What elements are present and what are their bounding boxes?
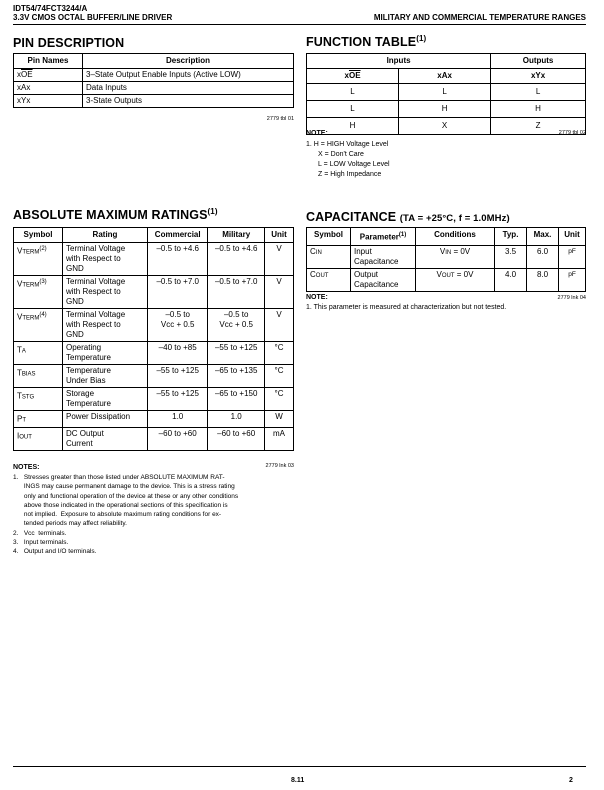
doc-description: 3.3V CMOS OCTAL BUFFER/LINE DRIVER — [13, 13, 173, 22]
cap-unit-header: Unit — [559, 228, 586, 246]
parameter-line: Capacitance — [354, 279, 399, 289]
unit-cell: °C — [265, 388, 294, 411]
symbol-letter: I — [17, 431, 20, 441]
table-cell: L — [491, 84, 586, 101]
unit-cell: °C — [265, 365, 294, 388]
symbol-cell — [14, 342, 63, 365]
table-row — [14, 411, 294, 428]
table-row — [14, 243, 294, 276]
xyx-col-header: xYx — [491, 69, 586, 84]
rating-cell — [63, 342, 148, 365]
symbol-note-ref: (2) — [39, 246, 47, 252]
pin-name-cell: xAx — [14, 82, 83, 95]
rating-line: GND — [66, 297, 84, 306]
unit-cell: V — [265, 309, 294, 342]
footer-rule — [13, 766, 586, 767]
symbol-subscript: TERM — [22, 315, 40, 322]
cap-condition-cell — [416, 245, 495, 268]
military-line: Vcc + 0.5 — [219, 320, 253, 329]
table-cell: H — [491, 101, 586, 118]
unit-cell: °C — [265, 342, 294, 365]
rating-line: Operating — [66, 343, 102, 352]
table-row — [307, 101, 586, 118]
oe-col-header: $x\overline{OE}$ — [307, 69, 399, 84]
commercial-header: Commercial — [148, 228, 208, 243]
commercial-cell — [148, 276, 208, 309]
symbol-subscript: TERM — [22, 282, 40, 289]
rating-line: DC Output — [66, 428, 104, 438]
commercial-cell — [148, 365, 208, 388]
function-note-2: X = Don't Care — [318, 151, 364, 158]
rating-line: Temperature — [66, 399, 111, 408]
cap-note-1: 1. This parameter is measured at characterization but not tested. — [306, 304, 507, 311]
pin-desc-cell: 3-State Outputs — [83, 95, 294, 108]
description-header: Description — [83, 54, 294, 69]
pin-desc-cell: Data Inputs — [83, 82, 294, 95]
table-cell: L — [307, 101, 399, 118]
function-note-label: NOTE: — [306, 130, 328, 137]
symbol-letter: T — [17, 368, 22, 378]
function-note-1: 1. H = HIGH Voltage Level — [306, 141, 389, 148]
cap-symbol-header: Symbol — [307, 228, 351, 246]
symbol-cell — [14, 427, 63, 450]
cap-max-cell: 8.0 — [527, 268, 559, 291]
outputs-group-header: Outputs — [491, 54, 586, 69]
commercial-cell — [148, 388, 208, 411]
military-cell — [208, 427, 265, 450]
function-table — [306, 53, 586, 135]
cap-table-ref: 2779 lnk 04 — [557, 295, 586, 301]
rating-line: Under Bias — [66, 376, 106, 385]
symbol-subscript: OUT — [315, 272, 329, 279]
symbol-subscript: BIAS — [21, 371, 36, 378]
rating-line: Terminal Voltage — [66, 244, 126, 253]
pin-table-ref: 2779 tbl 01 — [266, 116, 294, 122]
rating-cell — [63, 427, 148, 450]
rating-line: Storage — [66, 389, 95, 398]
cap-max-cell: 6.0 — [527, 245, 559, 268]
symbol-cell — [14, 309, 63, 342]
military-cell — [208, 309, 265, 342]
abs-note-line: tended periods may affect reliability. — [13, 520, 127, 528]
military-line: –65 to +135 — [214, 366, 258, 375]
commercial-line: –0.5 to — [165, 310, 190, 319]
military-cell — [208, 388, 265, 411]
symbol-letter: P — [17, 414, 23, 424]
abs-max-title: ABSOLUTE MAXIMUM RATINGS$^{(1)}$ — [13, 207, 218, 223]
table-row — [14, 69, 294, 82]
abs-max-table — [13, 227, 294, 451]
condition-subscript: OUT — [441, 272, 455, 279]
parameter-line: Input — [354, 246, 372, 256]
rating-cell — [63, 276, 148, 309]
symbol-cell — [14, 411, 63, 428]
table-row — [14, 388, 294, 411]
abs-notes-label: NOTES: — [13, 464, 40, 471]
pin-name-cell: xYx — [14, 95, 83, 108]
unit-cell: mA — [265, 427, 294, 450]
rating-line: Terminal Voltage — [66, 277, 126, 286]
military-line: –0.5 to — [223, 310, 249, 319]
condition-value: = 0V — [451, 246, 471, 256]
symbol-header: Symbol — [14, 228, 63, 243]
symbol-letter: V — [17, 246, 23, 256]
cap-symbol-cell — [307, 245, 351, 268]
table-row — [14, 309, 294, 342]
table-row — [307, 245, 586, 268]
rating-line: with Respect to — [66, 320, 121, 329]
table-row — [14, 365, 294, 388]
table-cell: H — [399, 101, 491, 118]
military-cell — [208, 243, 265, 276]
unit-cell: V — [265, 243, 294, 276]
military-line: –0.5 to +4.6 — [214, 244, 258, 253]
military-line: –60 to +60 — [217, 428, 256, 438]
cap-conditions-header: Conditions — [416, 228, 495, 246]
unit-cell: W — [265, 411, 294, 428]
symbol-cell — [14, 365, 63, 388]
abs-table-ref: 2779 lnk 03 — [265, 463, 294, 469]
parameter-line: Capacitance — [354, 256, 399, 266]
commercial-line: 1.0 — [172, 412, 184, 421]
military-cell — [208, 411, 265, 428]
rating-cell — [63, 411, 148, 428]
table-row — [307, 84, 586, 101]
symbol-letter: C — [310, 269, 316, 279]
rating-line: with Respect to — [66, 254, 121, 263]
condition-value: = 0V — [454, 269, 474, 279]
rating-line: Temperature — [66, 366, 111, 375]
rating-cell — [63, 309, 148, 342]
military-line: 1.0 — [230, 412, 242, 421]
doc-temperature-range: MILITARY AND COMMERCIAL TEMPERATURE RANGES — [373, 13, 586, 22]
abs-note-line: 3. Input terminals. — [13, 539, 69, 547]
condition-symbol: V — [436, 269, 442, 279]
cap-unit-cell: pF — [559, 245, 586, 268]
symbol-cell — [14, 276, 63, 309]
table-cell: L — [399, 84, 491, 101]
symbol-note-ref: (3) — [39, 279, 47, 285]
pin-name-cell: $x\overline{OE}$ — [14, 69, 83, 82]
cap-parameter-cell — [351, 268, 416, 291]
commercial-line: –0.5 to +7.0 — [156, 277, 199, 286]
commercial-line: –0.5 to +4.6 — [156, 244, 199, 253]
capacitance-table — [306, 227, 586, 292]
symbol-subscript: OUT — [19, 434, 32, 441]
military-line: –55 to +125 — [214, 343, 258, 352]
commercial-cell — [148, 309, 208, 342]
commercial-cell — [148, 427, 208, 450]
commercial-cell — [148, 342, 208, 365]
rating-line: Terminal Voltage — [66, 310, 126, 319]
pin-desc-cell: 3–State Output Enable Inputs (Active LOW) — [83, 69, 294, 82]
commercial-line: –55 to +125 — [156, 366, 199, 375]
rating-line: Current — [66, 438, 93, 448]
condition-symbol: V — [439, 246, 446, 256]
function-note-4: Z = High Impedance — [318, 171, 382, 178]
symbol-letter: V — [17, 312, 23, 322]
function-table-title: FUNCTION TABLE$^{(1)}$ — [306, 34, 427, 50]
abs-note-line: INGS may cause permanent damage to the device. This is a stress rating — [13, 483, 235, 491]
unit-header: Unit — [265, 228, 294, 243]
cap-typ-cell: 4.0 — [495, 268, 527, 291]
cap-parameter-cell — [351, 245, 416, 268]
table-cell: Z — [491, 118, 586, 135]
symbol-subscript: STG — [21, 394, 35, 401]
military-cell — [208, 342, 265, 365]
table-row — [14, 95, 294, 108]
abs-note-line: 1. Stresses greater than those listed under ABSOLUTE MAXIMUM RAT- — [13, 474, 225, 481]
abs-note-line: not implied. Exposure to absolute maximum rating conditions for ex- — [13, 511, 222, 519]
cap-unit-cell: pF — [559, 268, 586, 291]
military-header: Military — [208, 228, 265, 243]
condition-subscript: IN — [445, 249, 452, 256]
rating-line: GND — [66, 330, 84, 339]
doc-part-number: IDT54/74FCT3244/A — [13, 4, 88, 13]
rating-line: with Respect to — [66, 287, 121, 296]
cap-parameter-header: Parameter$^{(1)}$ — [351, 228, 416, 246]
parameter-line: Output — [354, 269, 379, 279]
cap-note-label: NOTE: — [306, 294, 328, 301]
abs-notes — [13, 473, 238, 557]
abs-note-line: above those indicated in the operational sections of this specification is — [13, 501, 228, 509]
rating-header: Rating — [63, 228, 148, 243]
rating-cell — [63, 243, 148, 276]
symbol-subscript: IN — [315, 249, 322, 256]
pin-names-header: Pin Names — [14, 54, 83, 69]
section-number: 8.11 — [291, 777, 305, 784]
table-cell: L — [307, 84, 399, 101]
commercial-cell — [148, 411, 208, 428]
rating-line: GND — [66, 264, 84, 273]
function-table-ref: 2779 tbl 02 — [558, 130, 586, 136]
cap-symbol-cell — [307, 268, 351, 291]
header-rule — [13, 24, 586, 25]
symbol-letter: V — [17, 279, 23, 289]
pin-description-title: PIN DESCRIPTION — [13, 36, 125, 50]
table-row — [14, 427, 294, 450]
rating-line: Power Dissipation — [66, 412, 131, 421]
symbol-note-ref: (4) — [39, 312, 47, 318]
page-number: 2 — [569, 777, 573, 784]
commercial-cell — [148, 243, 208, 276]
symbol-subscript: T — [22, 417, 27, 424]
symbol-letter: T — [17, 345, 22, 355]
cap-typ-header: Typ. — [495, 228, 527, 246]
symbol-subscript: TERM — [22, 249, 40, 256]
rating-cell — [63, 388, 148, 411]
military-cell — [208, 276, 265, 309]
function-note-3: L = LOW Voltage Level — [318, 161, 390, 168]
commercial-line: Vcc + 0.5 — [160, 320, 195, 329]
pin-description-table — [13, 53, 294, 108]
table-row — [307, 268, 586, 291]
abs-note-line: 4. Output and I/O terminals. — [13, 548, 97, 556]
abs-note-line: only and functional operation of the device at these or any other conditions — [13, 492, 239, 500]
table-row — [14, 342, 294, 365]
symbol-cell — [14, 243, 63, 276]
symbol-subscript: A — [21, 348, 26, 355]
symbol-cell — [14, 388, 63, 411]
cap-condition-cell — [416, 268, 495, 291]
capacitance-title: CAPACITANCE (TA = +25°C, f = 1.0MHz) — [306, 210, 510, 224]
symbol-letter: C — [310, 246, 316, 256]
symbol-letter: T — [17, 391, 22, 401]
table-cell: X — [399, 118, 491, 135]
table-cell: H — [307, 118, 399, 135]
inputs-group-header: Inputs — [307, 54, 491, 69]
xax-col-header: xAx — [399, 69, 491, 84]
table-row — [14, 82, 294, 95]
table-row — [14, 276, 294, 309]
commercial-line: –60 to +60 — [158, 428, 197, 438]
military-line: –0.5 to +7.0 — [214, 277, 258, 286]
unit-cell: V — [265, 276, 294, 309]
commercial-line: –55 to +125 — [156, 389, 199, 398]
commercial-line: –40 to +85 — [158, 343, 197, 352]
cap-typ-cell: 3.5 — [495, 245, 527, 268]
abs-note-line: 2. Vcc terminals. — [13, 529, 67, 537]
military-cell — [208, 365, 265, 388]
rating-cell — [63, 365, 148, 388]
military-line: –65 to +150 — [214, 389, 258, 398]
cap-max-header: Max. — [527, 228, 559, 246]
rating-line: Temperature — [66, 353, 111, 362]
